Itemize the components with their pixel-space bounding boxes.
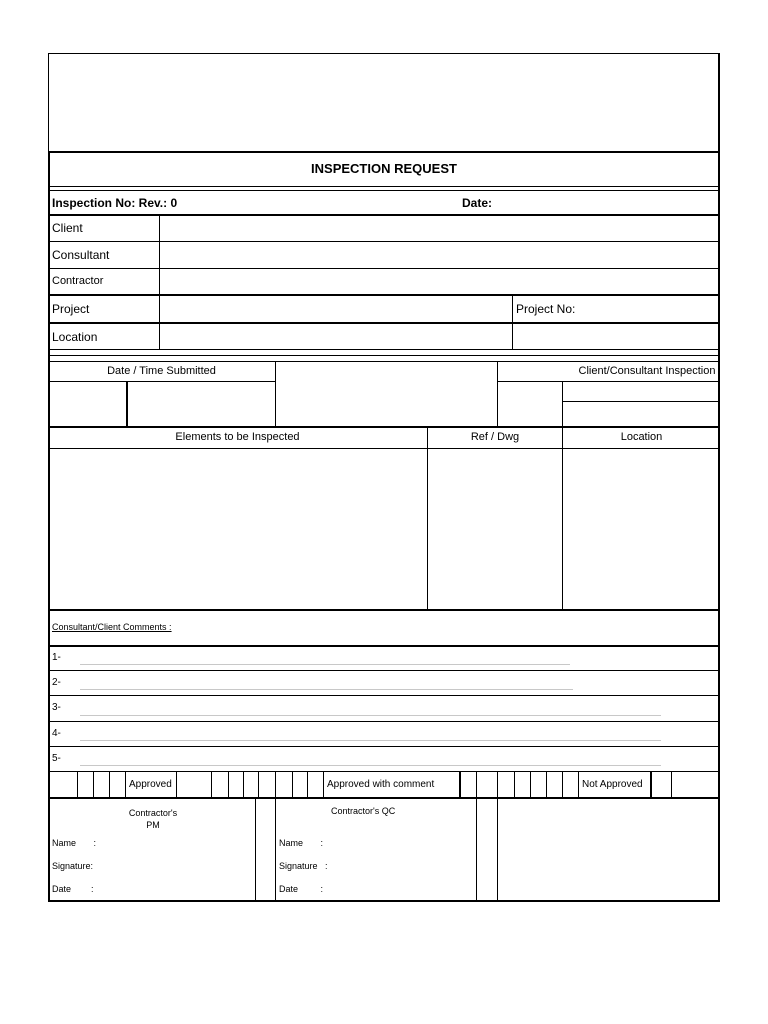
not-approved-checkbox[interactable] bbox=[563, 773, 578, 797]
date-label: Date: bbox=[462, 196, 493, 210]
ref-dwg-header: Ref / Dwg bbox=[470, 431, 520, 443]
logo-area bbox=[49, 54, 719, 151]
qc-date-label: Date : bbox=[279, 884, 324, 894]
approved-label: Approved bbox=[129, 779, 172, 790]
comment-number-5: 5- bbox=[52, 753, 61, 764]
location-detail-field[interactable] bbox=[563, 449, 719, 609]
contractor-pm-heading bbox=[100, 807, 206, 831]
consultant-label: Consultant bbox=[52, 248, 110, 262]
elements-header: Elements to be Inspected bbox=[175, 431, 300, 443]
comment-line-3[interactable] bbox=[80, 715, 661, 716]
location-label: Location bbox=[52, 330, 98, 344]
comment-line-2[interactable] bbox=[80, 689, 573, 690]
approved-with-comment-label: Approved with comment bbox=[327, 779, 435, 790]
ref-dwg-field[interactable] bbox=[428, 449, 562, 609]
comment-number-1: 1- bbox=[52, 652, 61, 663]
contractor-field[interactable] bbox=[160, 269, 718, 294]
pm-name-label: Name : bbox=[52, 838, 97, 848]
client-signoff-field[interactable] bbox=[499, 799, 718, 900]
project-number-label: Project No: bbox=[516, 302, 576, 316]
pm-signoff-field[interactable] bbox=[110, 832, 250, 898]
inspection-number-label: Inspection No: Rev.: 0 bbox=[52, 196, 178, 210]
contractor-qc-heading: Contractor's QC bbox=[331, 806, 396, 816]
consultant-field[interactable] bbox=[160, 242, 718, 267]
not-approved-label: Not Approved bbox=[582, 779, 643, 790]
qc-signature-label: Signature : bbox=[279, 861, 328, 871]
elements-field[interactable] bbox=[49, 449, 427, 609]
date-submitted-field[interactable] bbox=[49, 382, 126, 426]
comments-label: Consultant/Client Comments : bbox=[52, 622, 172, 632]
comment-number-3: 3- bbox=[52, 702, 61, 713]
qc-name-label: Name : bbox=[279, 838, 324, 848]
contractor-pm-line2: PM bbox=[146, 820, 160, 830]
client-field[interactable] bbox=[160, 216, 718, 241]
location-header: Location bbox=[620, 431, 663, 443]
approved-with-comment-checkbox[interactable] bbox=[308, 773, 323, 797]
pm-date-label: Date : bbox=[52, 884, 94, 894]
form-title: INSPECTION REQUEST bbox=[311, 161, 457, 176]
client-label: Client bbox=[52, 221, 83, 235]
location-field[interactable] bbox=[160, 324, 512, 349]
contractor-pm-line1: Contractor's bbox=[128, 808, 178, 818]
comment-line-4[interactable] bbox=[80, 740, 661, 741]
project-label: Project bbox=[52, 302, 90, 316]
time-submitted-field[interactable] bbox=[128, 382, 275, 426]
approved-checkbox[interactable] bbox=[110, 773, 125, 797]
comment-number-4: 4- bbox=[52, 728, 61, 739]
client-consultant-inspection-label: Client/Consultant Inspection bbox=[578, 365, 716, 377]
comment-line-1[interactable] bbox=[80, 664, 570, 665]
project-field[interactable] bbox=[160, 296, 512, 322]
comment-line-5[interactable] bbox=[80, 765, 661, 766]
date-time-submitted-label: Date / Time Submitted bbox=[107, 365, 216, 377]
contractor-label: Contractor bbox=[52, 275, 104, 287]
pm-signature-label: Signature: bbox=[52, 861, 94, 871]
comment-number-2: 2- bbox=[52, 677, 61, 688]
qc-signoff-field[interactable] bbox=[340, 832, 470, 898]
